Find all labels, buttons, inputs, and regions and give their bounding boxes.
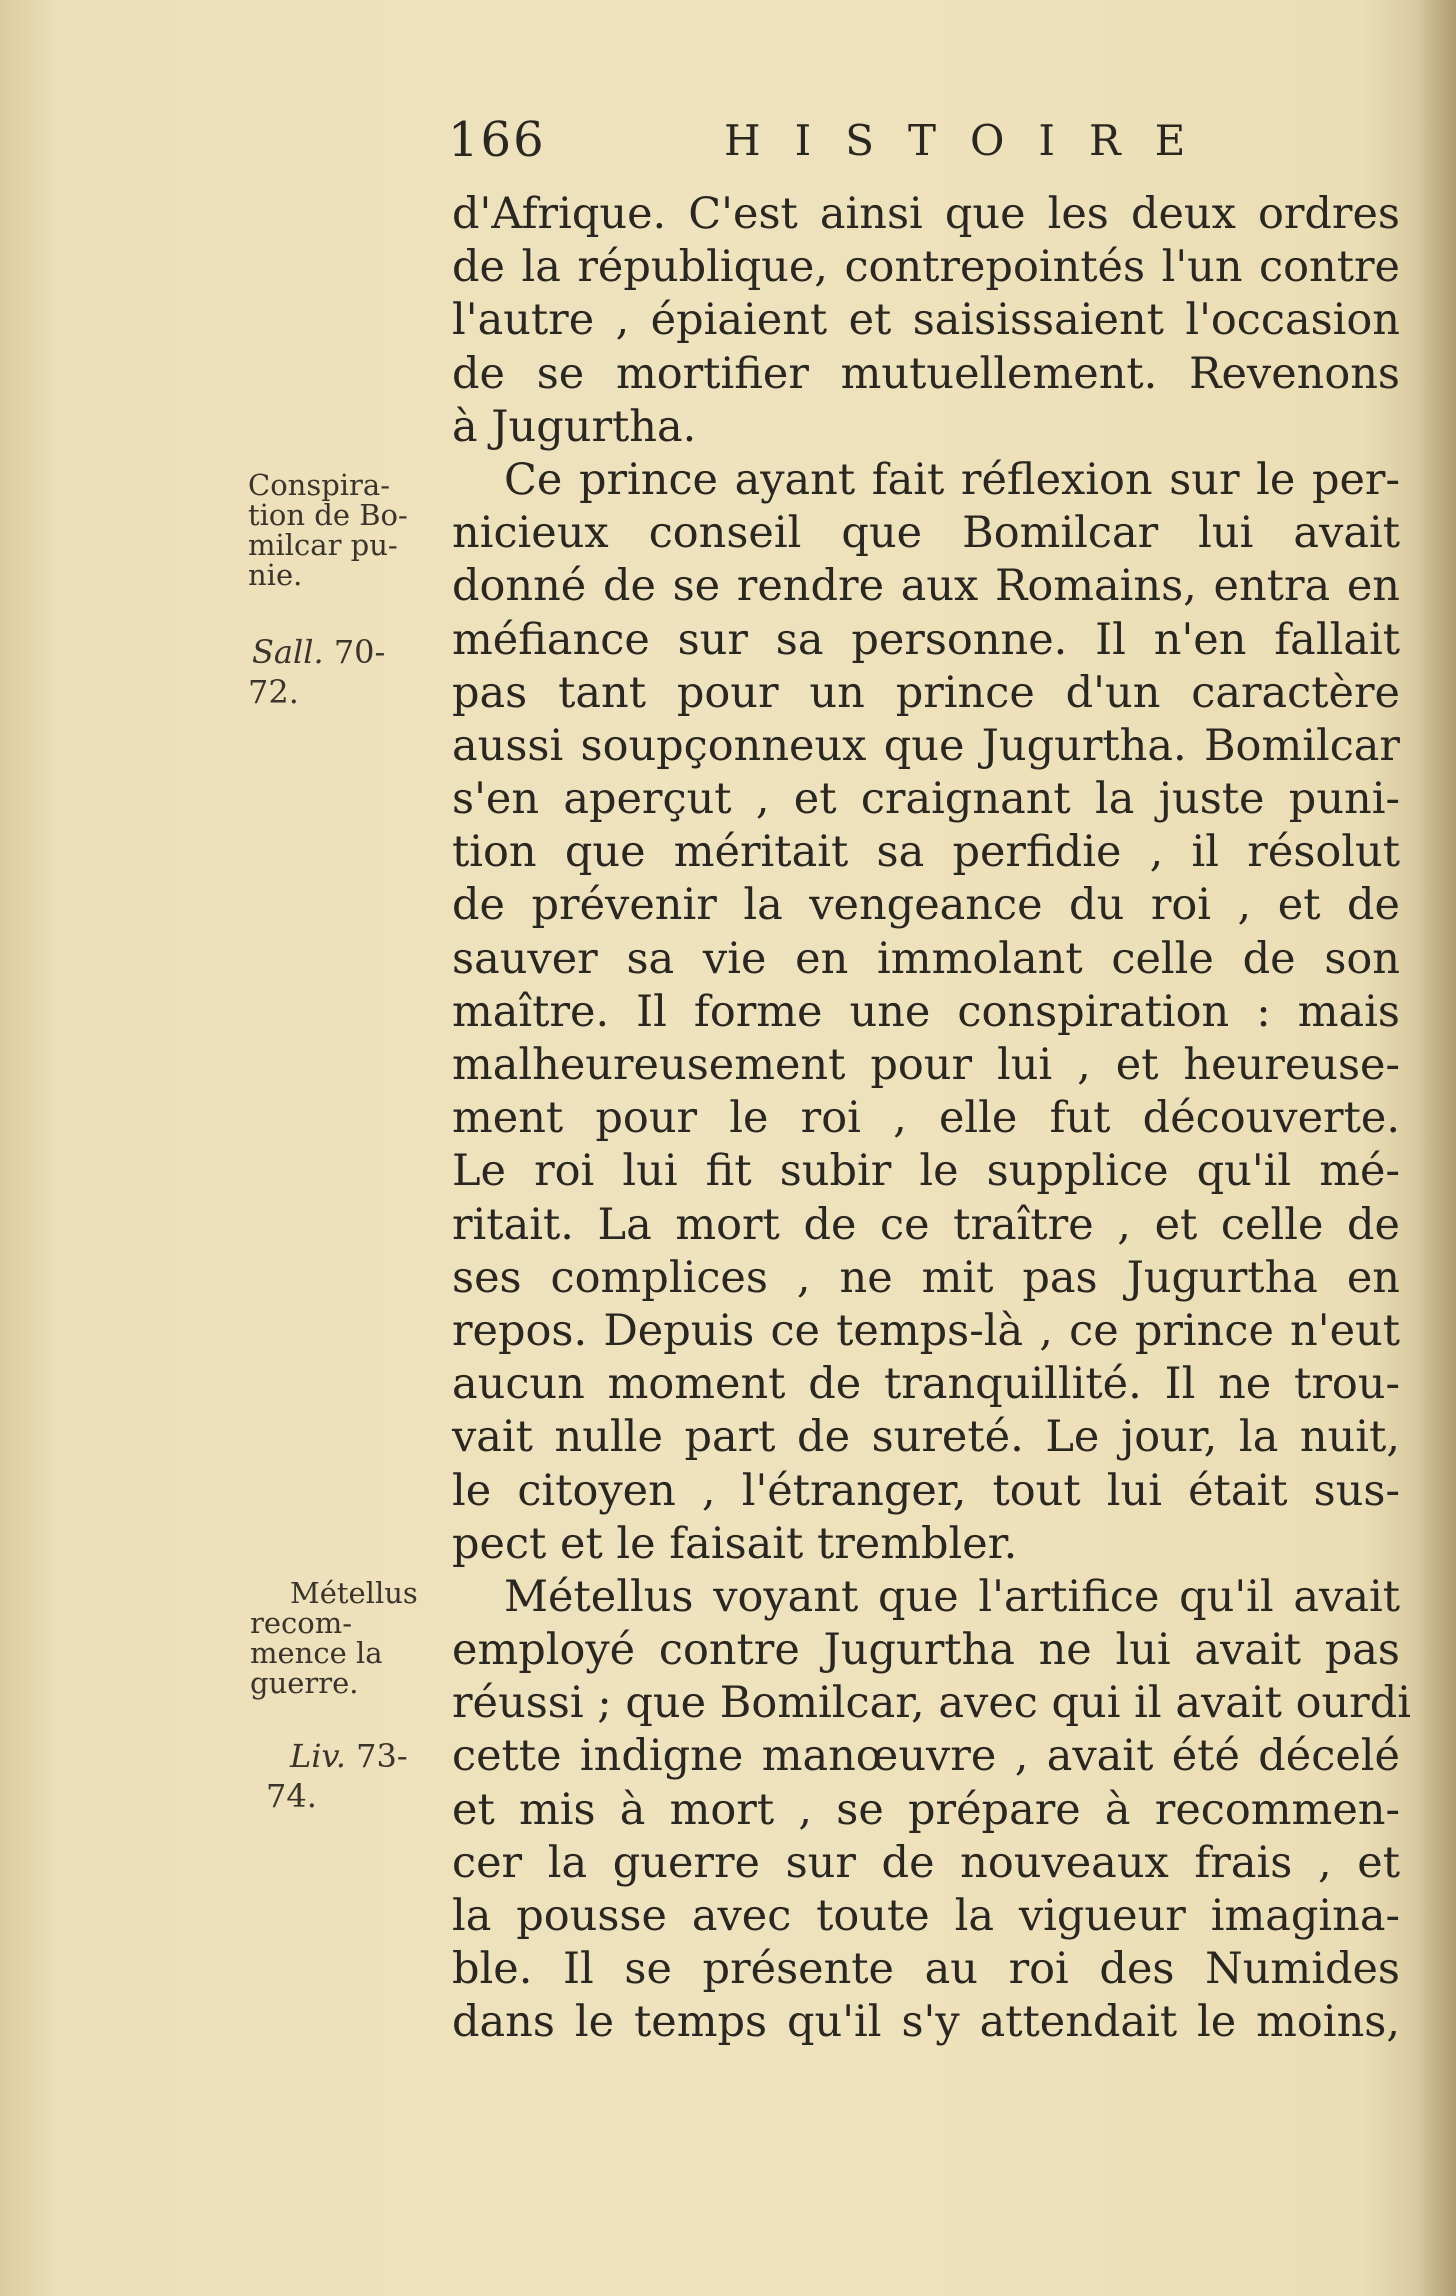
text-line: donné de se rendre aux Romains, entra en — [452, 561, 1400, 612]
margin-note-line: Métellus — [290, 1576, 418, 1610]
text-line: ses complices , ne mit pas Jugurtha en — [452, 1252, 1400, 1303]
margin-note-line: 72. — [248, 673, 299, 711]
text-line: repos. Depuis ce temps-là , ce prince n'eut — [452, 1305, 1400, 1356]
body-text — [452, 188, 1412, 2050]
margin-note-line: tion de Bo- — [248, 498, 408, 532]
text-line: la pousse avec toute la vigueur imagina- — [452, 1891, 1400, 1941]
margin-note-line: milcar pu- — [248, 528, 398, 562]
page-gutter-shadow — [1416, 0, 1456, 2296]
margin-note-metellus — [250, 1578, 418, 1698]
text-line: tion que méritait sa perfidie , il résolut — [452, 827, 1400, 878]
text-line: Métellus voyant que l'artifice qu'il avait — [504, 1571, 1400, 1622]
margin-note-reference-sall — [248, 632, 385, 712]
text-line: cer la guerre sur de nouveaux frais , et — [452, 1837, 1400, 1888]
text-line: l'autre , épiaient et saisissaient l'occasion — [452, 295, 1400, 346]
margin-note-line: nie. — [248, 558, 303, 592]
margin-note-line: recom- — [250, 1606, 353, 1640]
text-line: employé contre Jugurtha ne lui avait pas — [452, 1625, 1400, 1676]
text-line: pect et le faisait trembler. — [452, 1518, 1018, 1569]
text-line: Ce prince ayant fait réflexion sur le per- — [504, 454, 1400, 505]
margin-note-line: guerre. — [250, 1666, 359, 1700]
page-number: 166 — [448, 112, 546, 168]
text-line: s'en aperçut , et craignant la juste puni- — [452, 774, 1400, 825]
text-line: le citoyen , l'étranger, tout lui était sus- — [452, 1465, 1400, 1516]
text-line: sauver sa vie en immolant celle de son — [452, 933, 1400, 984]
text-line: nicieux conseil que Bomilcar lui avait — [452, 508, 1400, 559]
text-line: dans le temps qu'il s'y attendait le moins, — [452, 1997, 1400, 2048]
text-line: aucun moment de tranquillité. Il ne trou- — [452, 1359, 1400, 1410]
text-line: pas tant pour un prince d'un caractère — [452, 667, 1400, 718]
margin-note-conspiration — [248, 470, 408, 590]
text-line: de se mortifier mutuellement. Revenons — [452, 348, 1400, 399]
margin-note-line: 74. — [266, 1777, 317, 1815]
text-line: ment pour le roi , elle fut découverte. — [452, 1093, 1400, 1144]
margin-note-line: mence la — [250, 1636, 383, 1670]
text-line: maître. Il forme une conspiration : mais — [452, 986, 1400, 1037]
text-line: aussi soupçonneux que Jugurtha. Bomilcar — [452, 720, 1400, 771]
text-line: cette indigne manœuvre , avait été décelé — [452, 1731, 1400, 1782]
text-line: ritait. La mort de ce traître , et celle de — [452, 1199, 1400, 1250]
text-line: ble. Il se présente au roi des Numides — [452, 1944, 1400, 1995]
text-line: méfiance sur sa personne. Il n'en fallait — [452, 614, 1400, 665]
running-head: HISTOIRE — [724, 116, 1220, 165]
text-line: malheureusement pour lui , et heureuse- — [452, 1040, 1400, 1090]
margin-note-line: Liv. 73- — [290, 1737, 408, 1775]
text-line: d'Afrique. C'est ainsi que les deux ordres — [452, 189, 1400, 239]
margin-note-reference-liv — [266, 1736, 408, 1816]
text-line: à Jugurtha. — [452, 401, 697, 452]
text-line: vait nulle part de sureté. Le jour, la nuit, — [452, 1412, 1400, 1463]
text-line: réussi ; que Bomilcar, avec qui il avait ourdi — [452, 1678, 1412, 1729]
margin-note-line: Conspira- — [248, 468, 390, 502]
text-line: et mis à mort , se prépare à recommen- — [452, 1784, 1400, 1835]
text-line: de la république, contrepointés l'un contre — [452, 242, 1400, 293]
page-header — [448, 112, 1408, 182]
text-line: Le roi lui fit subir le supplice qu'il mé- — [452, 1146, 1400, 1197]
text-line: de prévenir la vengeance du roi , et de — [452, 880, 1400, 931]
margin-note-line: Sall. 70- — [252, 633, 386, 671]
